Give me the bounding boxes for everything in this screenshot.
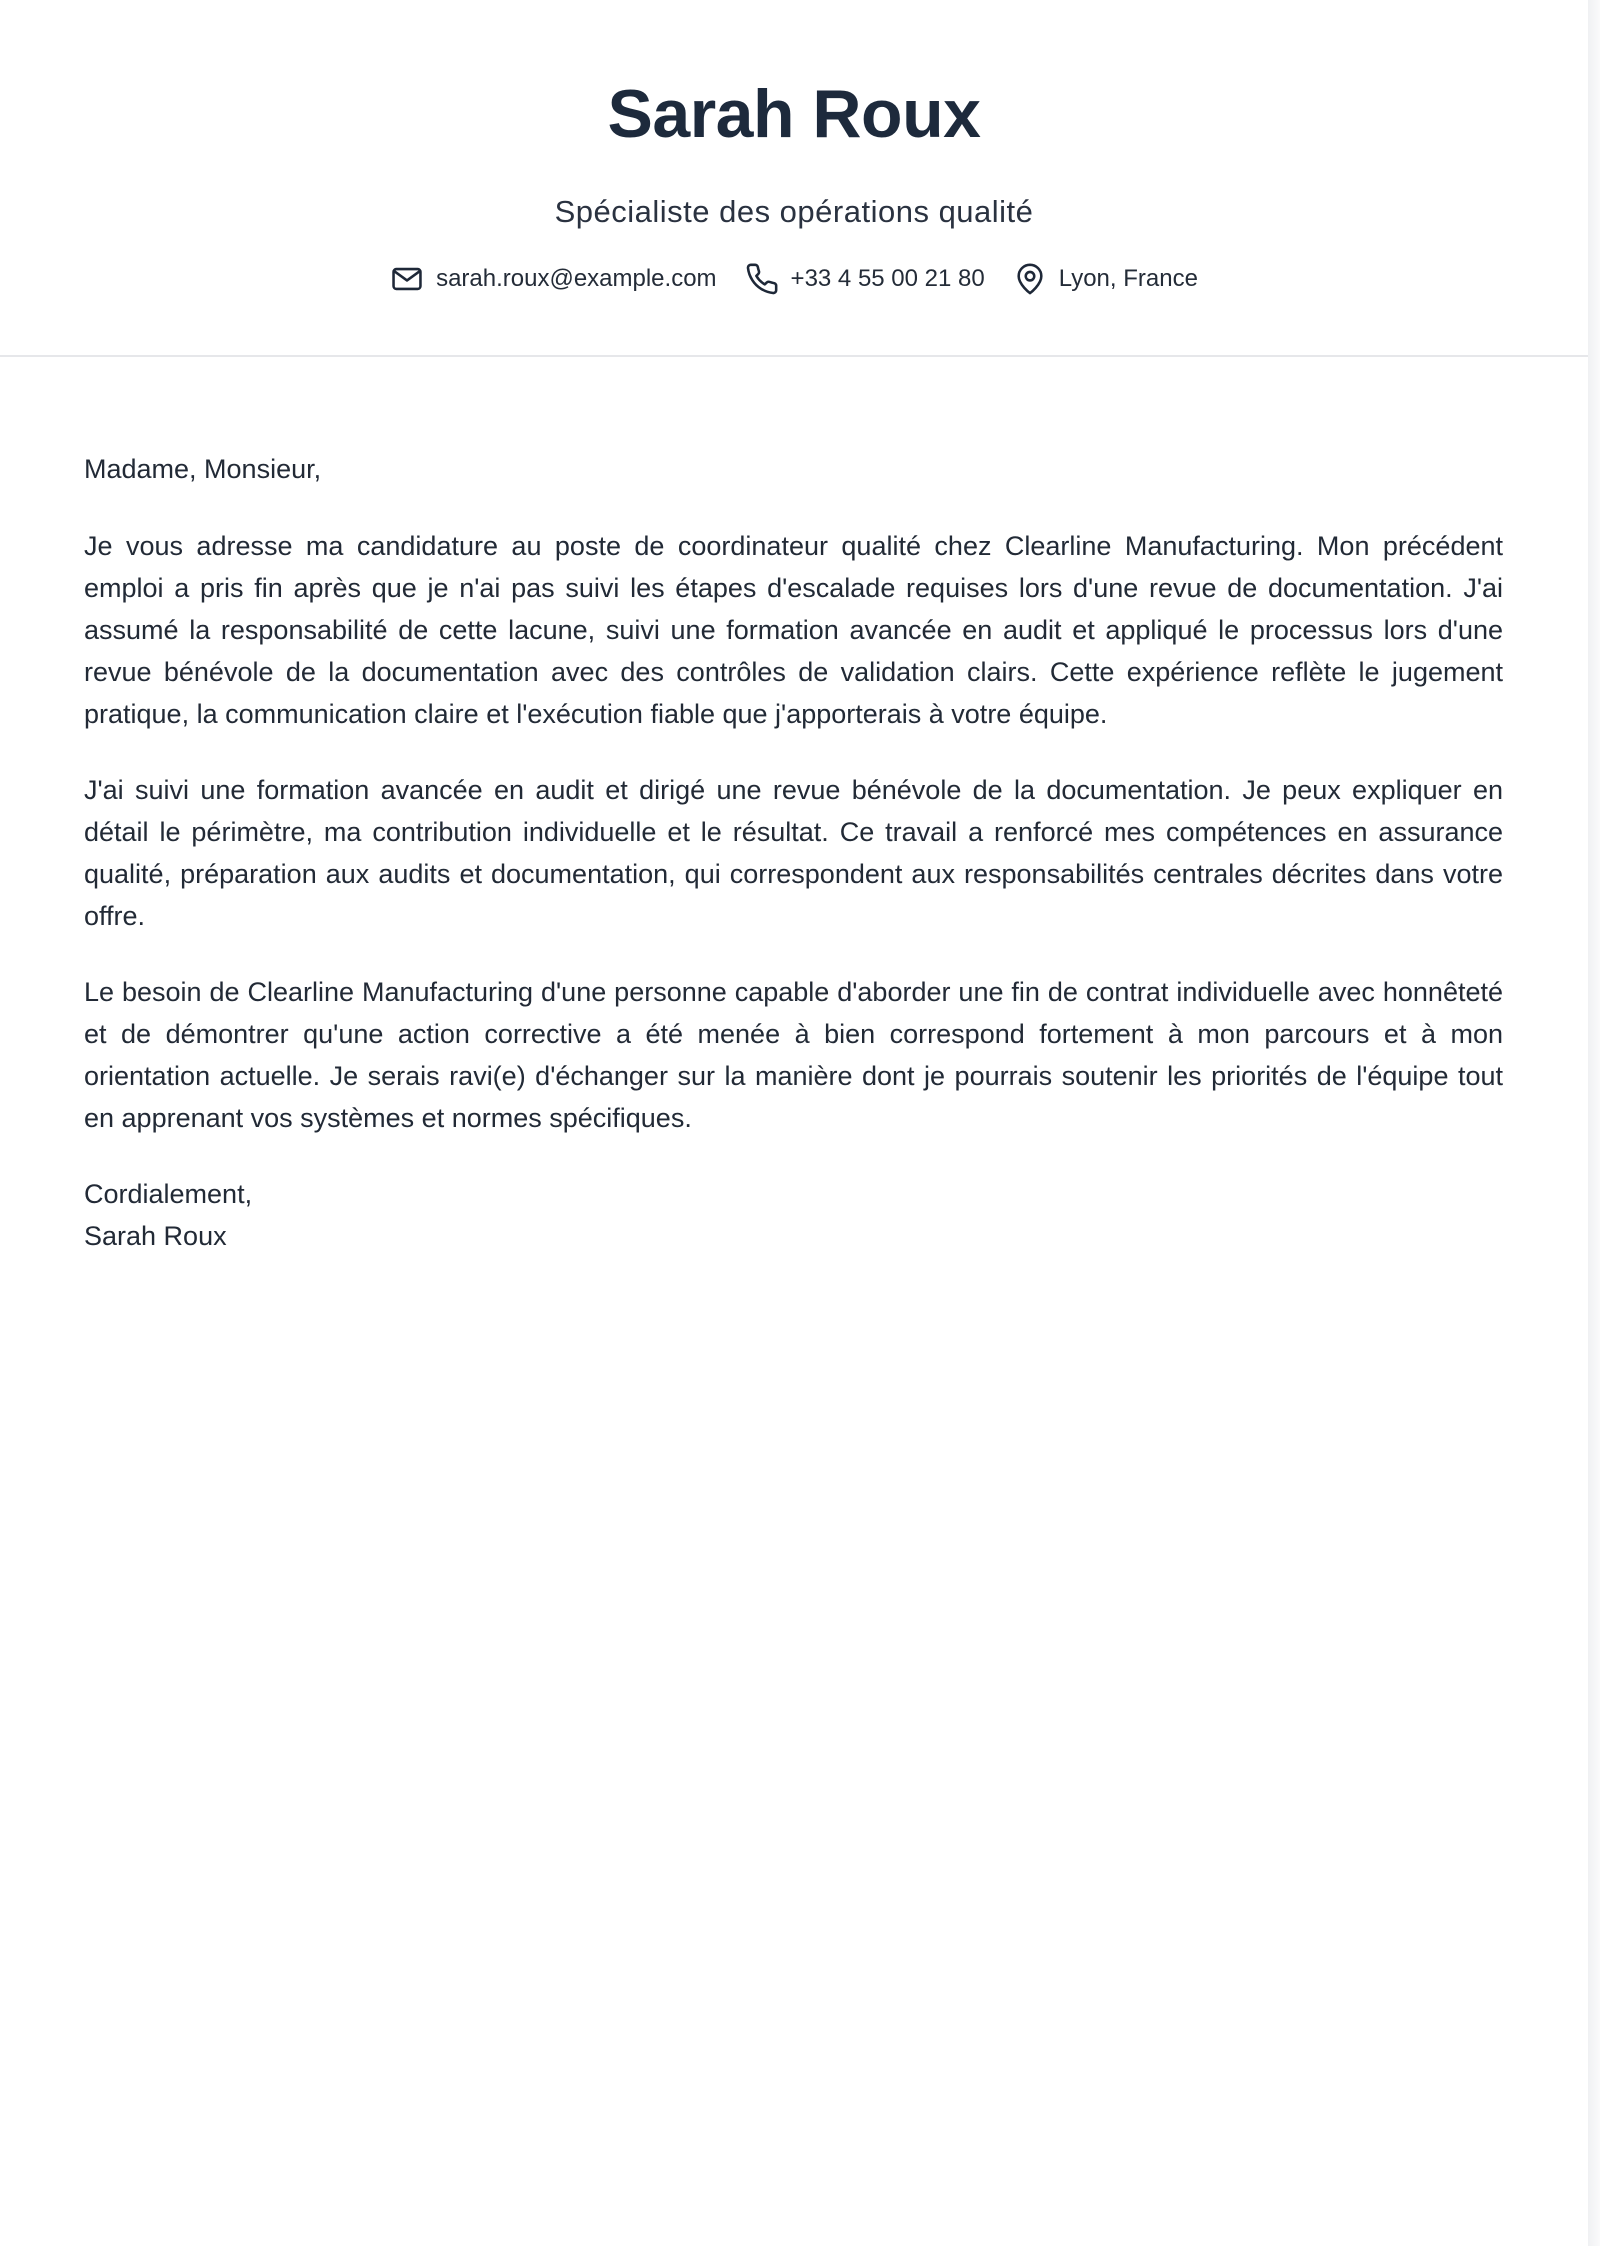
mail-icon — [390, 262, 424, 296]
page-edge-shadow — [1588, 0, 1600, 2246]
phone-text: +33 4 55 00 21 80 — [790, 265, 985, 292]
closing-block — [84, 1173, 1503, 1257]
contact-location — [1013, 262, 1198, 296]
letter-paragraph: Le besoin de Clearline Manufacturing d'une personne capable d'aborder une fin de contrat individuelle avec honnêteté et de démontrer qu'une action corrective a été menée à bien correspond fortement à mon parcours et à mon orientation actuelle. Je serais ravi(e) d'échanger sur la manière dont je pourrais soutenir les priorités de l'équipe tout en apprenant vos systèmes et normes spécifiques. — [84, 977, 1503, 1133]
salutation: Madame, Monsieur, — [84, 454, 322, 484]
contact-email[interactable] — [390, 262, 716, 296]
letter-paragraph: J'ai suivi une formation avancée en audit et dirigé une revue bénévole de la documentation. Je peux expliquer en détail le périmètre, ma contribution individuelle et le résultat. Ce travail a renforcé mes compétences en assurance qualité, préparation aux audits et documentation, qui correspondent aux responsabilités centrales décrites dans votre offre. — [84, 775, 1503, 931]
contact-row — [0, 262, 1588, 296]
signature: Sarah Roux — [84, 1221, 227, 1251]
phone-icon — [745, 262, 779, 296]
contact-phone[interactable] — [745, 262, 985, 296]
letter-body — [84, 448, 1503, 1257]
letter-header — [0, 0, 1588, 357]
letter-paragraph: Je vous adresse ma candidature au poste de coordinateur qualité chez Clearline Manufacturing. Mon précédent emploi a pris fin après que je n'ai pas suivi les étapes d'escalade requises lors d'une revue de documentation. J'ai assumé la responsabilité de cette lacune, suivi une formation avancée en audit et appliqué le processus lors d'une revue bénévole de la documentation avec des contrôles de validation clairs. Cette expérience reflète le jugement pratique, la communication claire et l'exécution fiable que j'apporterais à votre équipe. — [84, 531, 1503, 729]
applicant-name: Sarah Roux — [607, 76, 981, 152]
map-pin-icon — [1013, 262, 1047, 296]
location-text: Lyon, France — [1058, 265, 1198, 292]
email-text: sarah.roux@example.com — [436, 265, 717, 292]
applicant-title: Spécialiste des opérations qualité — [554, 194, 1034, 229]
closing: Cordialement, — [84, 1179, 253, 1209]
